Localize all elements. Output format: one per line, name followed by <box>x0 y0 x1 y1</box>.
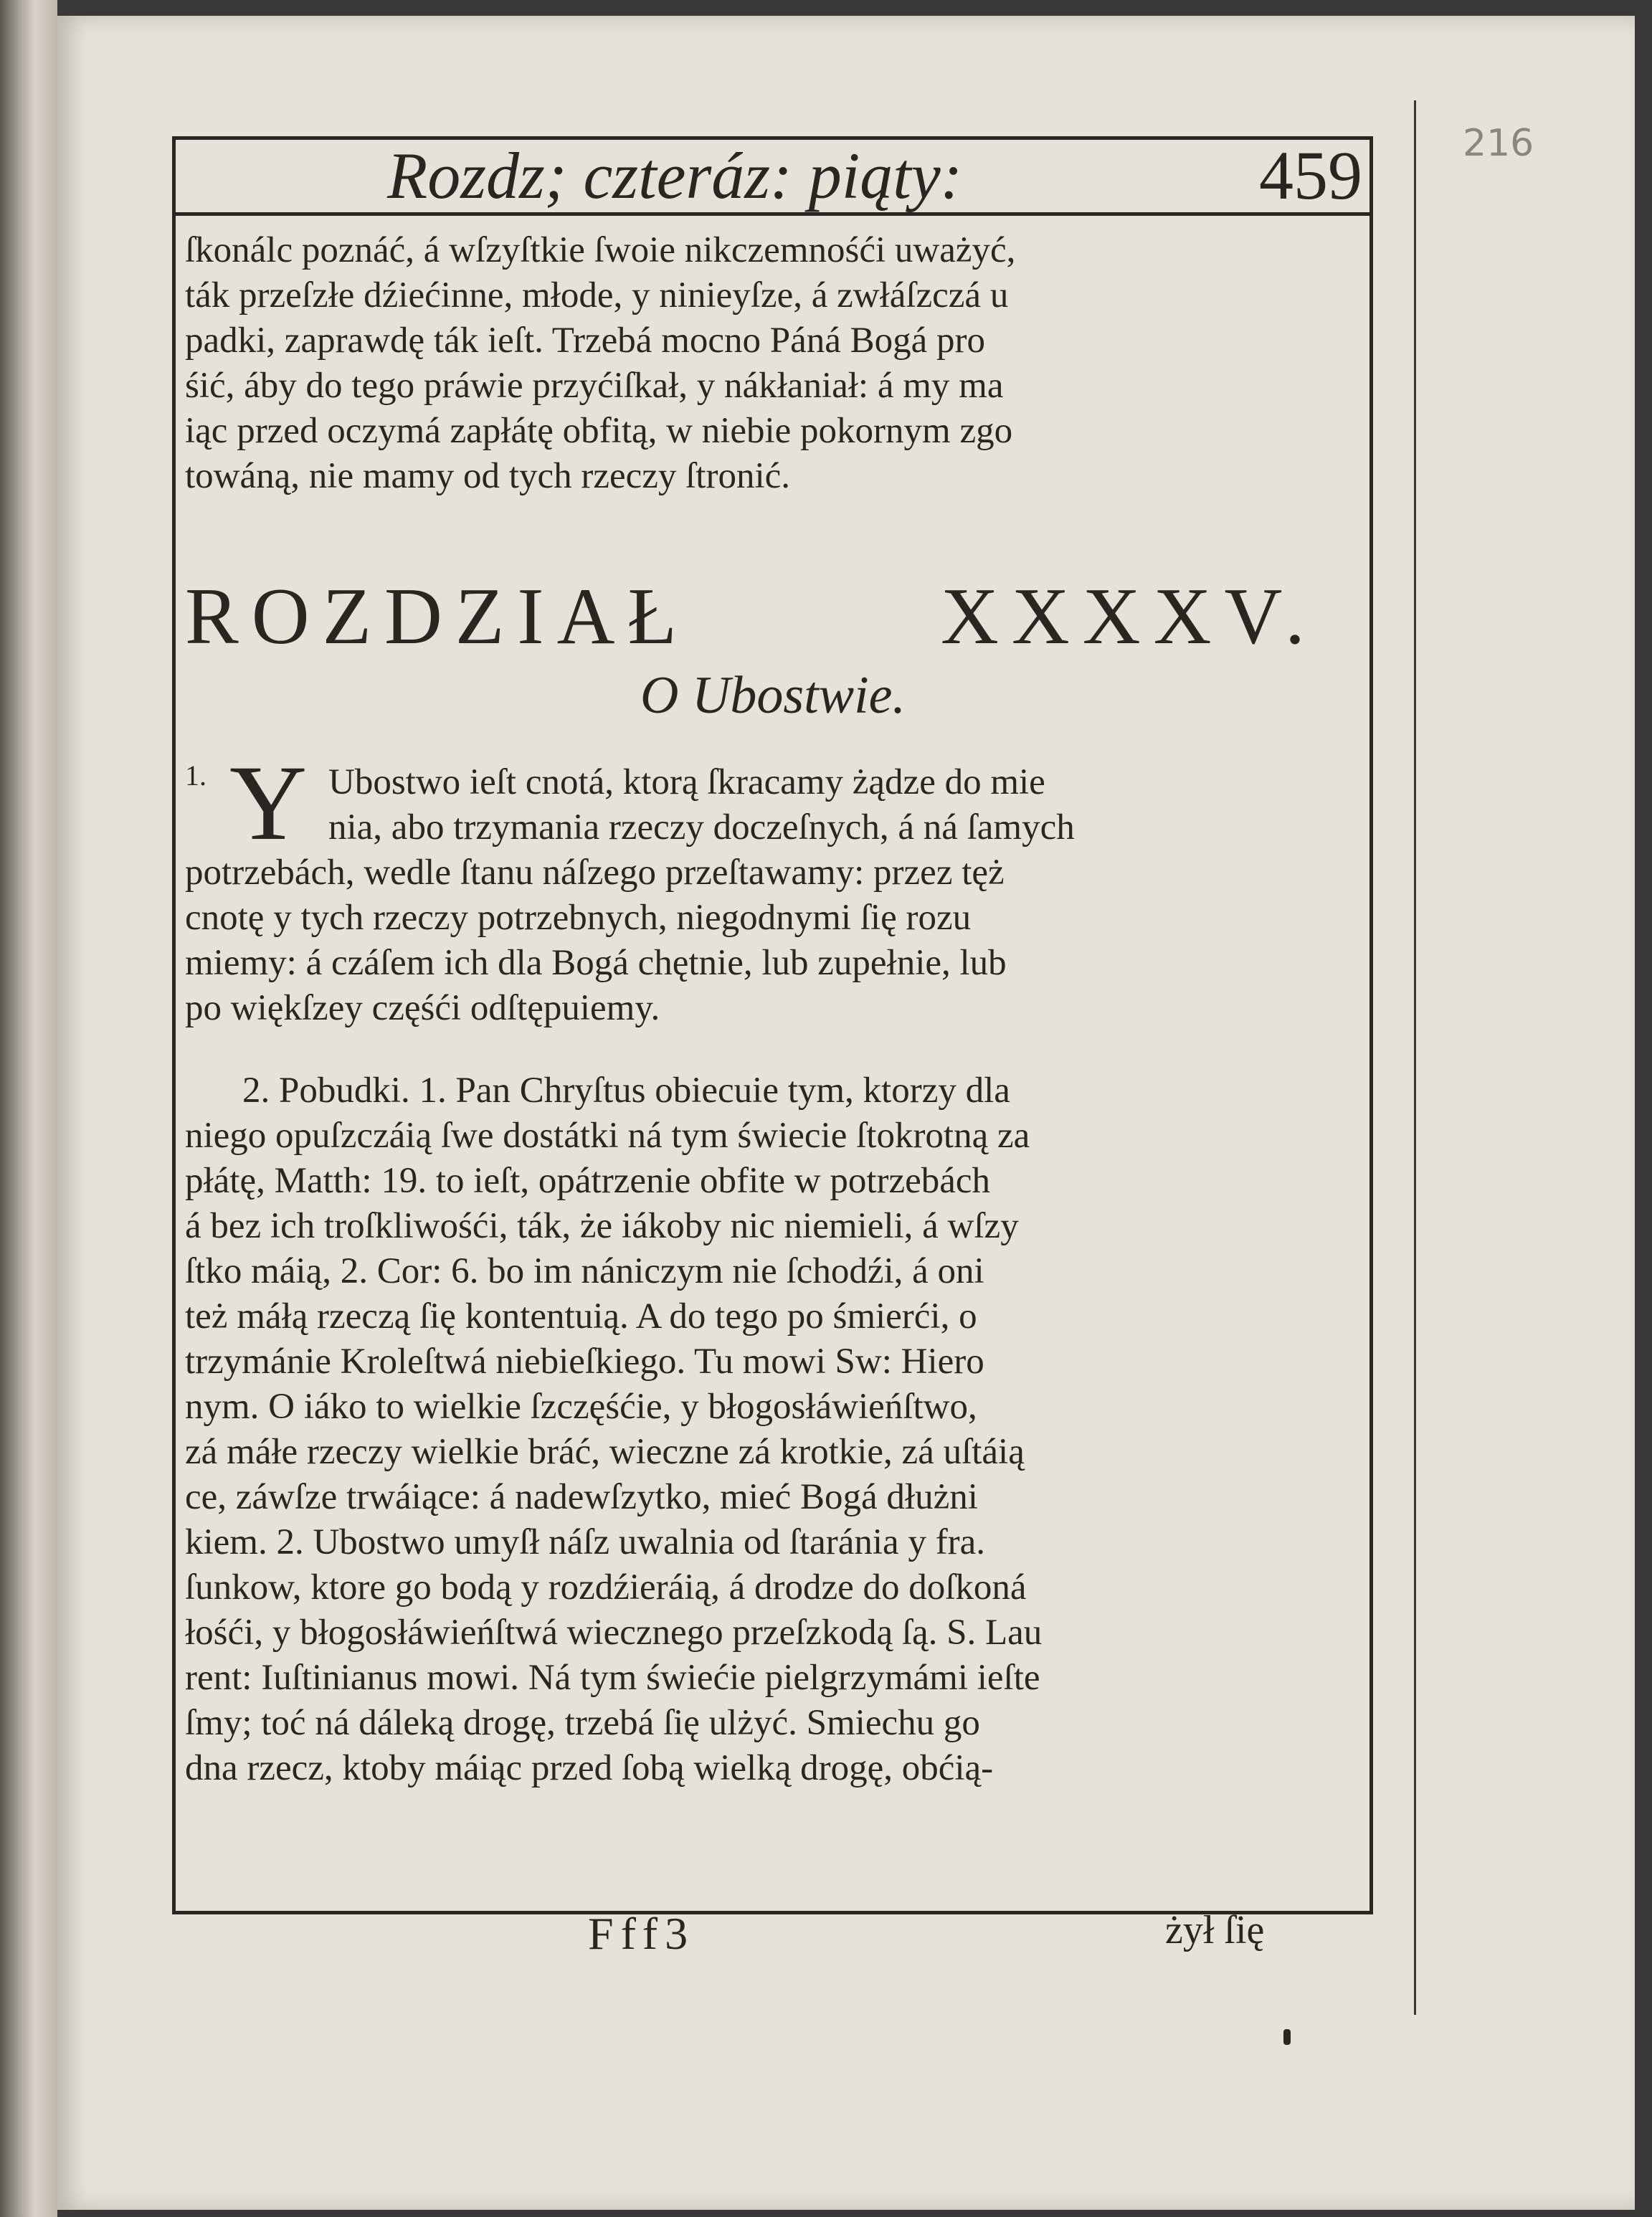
chapter-heading <box>185 570 1361 663</box>
text-line: ták przeſzłe dźiećinne, młode, y ninieyſze, á zwłáſzczá u <box>185 275 1009 315</box>
text-line: potrzebách, wedle ſtanu náſzego przeſtawamy: przez tęż <box>185 853 1005 893</box>
text-line: rent: Iuſtinianus mowi. Ná tym świećie pielgrzymámi ieſte <box>185 1658 1040 1698</box>
running-title: Rozdz; czteráz: piąty: <box>387 139 963 212</box>
text-line: miemy: á czáſem ich dla Bogá chętnie, lub zupełnie, lub <box>185 943 1007 983</box>
text-line: po więkſzey częśći odſtępuiemy. <box>185 988 660 1028</box>
text-line: łośći, y błogosłáwieńſtwá wiecznego przeſzkodą ſą. S. Lau <box>185 1613 1043 1653</box>
drop-cap: Y <box>229 744 308 863</box>
text-line: dna rzecz, ktoby máiąc przed ſobą wielką drogę, obćią- <box>185 1748 994 1788</box>
text-line: kiem. 2. Ubostwo umyſł náſz uwalnia od ſtaránia y fra. <box>185 1522 986 1562</box>
text-line: ſtko máią, 2. Cor: 6. bo im nániczym nie ſchodźi, á oni <box>185 1251 984 1291</box>
paragraph-number: 1. <box>185 759 206 792</box>
text-line: Ubostwo ieſt cnotá, ktorą ſkracamy żądze do mie <box>328 762 1045 802</box>
text-line: zá máłe rzeczy wielkie bráć, wieczne zá krotkie, zá uſtáią <box>185 1432 1025 1472</box>
text-line: płátę, Matth: 19. to ieſt, opátrzenie obfite w potrzebách <box>185 1161 991 1201</box>
catchword: żył ſię <box>1165 1908 1265 1952</box>
chapter-subheading: O Ubostwie. <box>640 666 906 725</box>
chapter-heading-word: ROZDZIAŁ <box>185 572 690 661</box>
text-line: ce, záwſze trwáiące: á nadewſzytko, mieć Bogá dłużni <box>185 1477 978 1517</box>
text-line: 2. Pobudki. 1. Pan Chryſtus obiecuie tym, ktorzy dla <box>242 1070 1010 1111</box>
text-line: ſmy; toć ná dáleką drogę, trzebá ſię ulżyć. Smiechu go <box>185 1703 980 1743</box>
text-block-top <box>185 228 1361 499</box>
text-line: nia, abo trzymania rzeczy doczeſnych, á ná ſamych <box>328 807 1075 848</box>
chapter-heading-number: XXXXV. <box>941 572 1318 661</box>
page-number: 459 <box>1259 137 1362 214</box>
text-line: trzymánie Kroleſtwá niebieſkiego. Tu mowi Sw: Hiero <box>185 1342 984 1382</box>
text-line: iąc przed oczymá zapłátę obfitą, w niebie pokornym zgo <box>185 411 1013 451</box>
signature-mark: Fff3 <box>588 1908 696 1959</box>
handwritten-margin-note: 216 <box>1463 122 1534 165</box>
text-line: nym. O iáko to wielkie ſzczęśćie, y błogosłáwieńſtwo, <box>185 1387 977 1427</box>
margin-rule <box>1414 100 1416 2015</box>
book-spine <box>0 0 57 2217</box>
text-line: śić, áby do tego práwie przyćiſkał, y nákłaniał: á my ma <box>185 366 1004 406</box>
text-line: ſkonálc poznáć, á wſzyſtkie ſwoie nikczemnośći uważyć, <box>185 230 1016 270</box>
text-line: cnotę y tych rzeczy potrzebnych, niegodnymi ſię rozu <box>185 898 972 938</box>
text-line: á bez ich troſkliwośći, ták, że iákoby nic niemieli, á wſzy <box>185 1206 1019 1246</box>
ink-mark <box>1283 2029 1291 2045</box>
text-line: towáną, nie mamy od tych rzeczy ſtronić. <box>185 456 791 496</box>
text-line: niego opuſzczáią ſwe dostátki ná tym świecie ſtokrotną za <box>185 1116 1030 1156</box>
text-line: padki, zaprawdę ták ieſt. Trzebá mocno Páná Bogá pro <box>185 321 986 361</box>
paragraph-1 <box>185 760 1361 1031</box>
paragraph-2 <box>185 1068 1361 1791</box>
text-line: też máłą rzeczą ſię kontentuią. A do tego po śmierći, o <box>185 1296 977 1337</box>
text-line: ſunkow, ktore go bodą y rozdźieráią, á drodze do doſkoná <box>185 1567 1027 1608</box>
